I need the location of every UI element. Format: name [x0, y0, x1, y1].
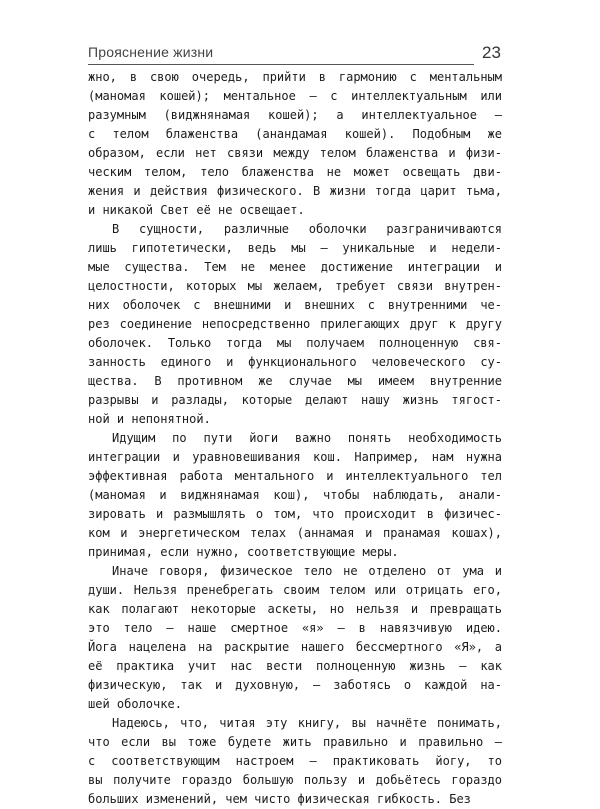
text-line: лишь гипотетически, ведь мы — уникальные и недели- — [88, 241, 502, 255]
text-line: (маномая кошей); ментальное — с интеллектуальным или — [88, 89, 502, 103]
text-line: с телом блаженства (анандамая кошей). Подобным же — [88, 127, 502, 141]
text-line: разрывы и разлады, которые делают нашу жизнь тягост- — [88, 393, 502, 407]
text-line: и никакой Свет её не освещает. — [88, 203, 305, 217]
page-number: 23 — [482, 43, 501, 62]
text-line: с соответствующим настроем — практиковать йогу, то — [88, 754, 502, 768]
text-line: щества. В противном же случае мы имеем внутренние — [88, 374, 502, 388]
text-line: рез соединение непосредственно прилегающих друг к другу — [88, 317, 502, 331]
text-line: ной и непонятной. — [88, 412, 211, 426]
running-title: Прояснение жизни — [88, 44, 214, 60]
text-line: её практика учит нас вести полноценную жизнь — как — [88, 659, 502, 673]
text-line: мые существа. Тем не менее достижение интеграции и — [88, 260, 502, 274]
text-line: физическую, так и духовную, — заботясь о каждой на- — [88, 678, 502, 692]
text-line: ком и энергетическом телах (аннамая и пранамая кошах), — [88, 526, 502, 540]
text-line: принимая, если нужно, соответствующие меры. — [88, 545, 399, 559]
text-line: Надеюсь, что, читая эту книгу, вы начнёте понимать, — [112, 716, 502, 730]
text-line: Иначе говоря, физическое тело не отделено от ума и — [112, 564, 502, 578]
text-line: эффективная работа ментального и интеллектуального тел — [88, 469, 502, 483]
text-line: интеграции и уравновешивания кош. Например, нам нужна — [88, 450, 502, 464]
text-line: жения и действия физического. В жизни тогда царит тьма, — [88, 184, 502, 198]
text-line: жно, в свою очередь, прийти в гармонию с ментальным — [88, 70, 502, 84]
text-line: шей оболочке. — [88, 697, 182, 711]
body-text — [88, 68, 502, 809]
text-line: разумным (виджнянамая кошей); а интеллектуальное — — [88, 108, 502, 122]
text-line: ческим телом, тело блаженства не может освещать дви- — [88, 165, 502, 179]
text-line: (маномая и виджнянамая кош), чтобы наблюдать, анали- — [88, 488, 502, 502]
text-line: Йога нацелена на раскрытие нашего бессмертного «Я», а — [88, 640, 502, 654]
text-line: оболочек. Только тогда мы получаем полноценную свя- — [88, 336, 502, 350]
text-line: В сущности, различные оболочки разграничиваются — [112, 222, 502, 236]
text-line: это тело — наше смертное «я» — в навязчивую идею. — [88, 621, 502, 635]
text-line: что если вы тоже будете жить правильно и правильно — — [88, 735, 502, 749]
text-line: больших изменений, чем чисто физическая гибкость. Без — [88, 792, 471, 806]
text-line: целостности, которых мы желаем, требует связи внутрен- — [88, 279, 502, 293]
running-header — [88, 40, 474, 65]
text-line: зировать и размышлять о том, что происходит в физичес- — [88, 507, 502, 521]
text-line: образом, если нет связи между телом блаженства и физи- — [88, 146, 502, 160]
text-line: них оболочек с внешними и внешних с внутренними че- — [88, 298, 502, 312]
text-line: занность единого и функционального человеческого су- — [88, 355, 502, 369]
text-line: вы получите гораздо большую пользу и добьётесь гораздо — [88, 773, 502, 787]
text-line: Идущим по пути йоги важно понять необходимость — [112, 431, 502, 445]
text-line: души. Нельзя пренебрегать своим телом или отрицать его, — [88, 583, 502, 597]
text-line: как полагают некоторые аскеты, но нельзя и превращать — [88, 602, 502, 616]
